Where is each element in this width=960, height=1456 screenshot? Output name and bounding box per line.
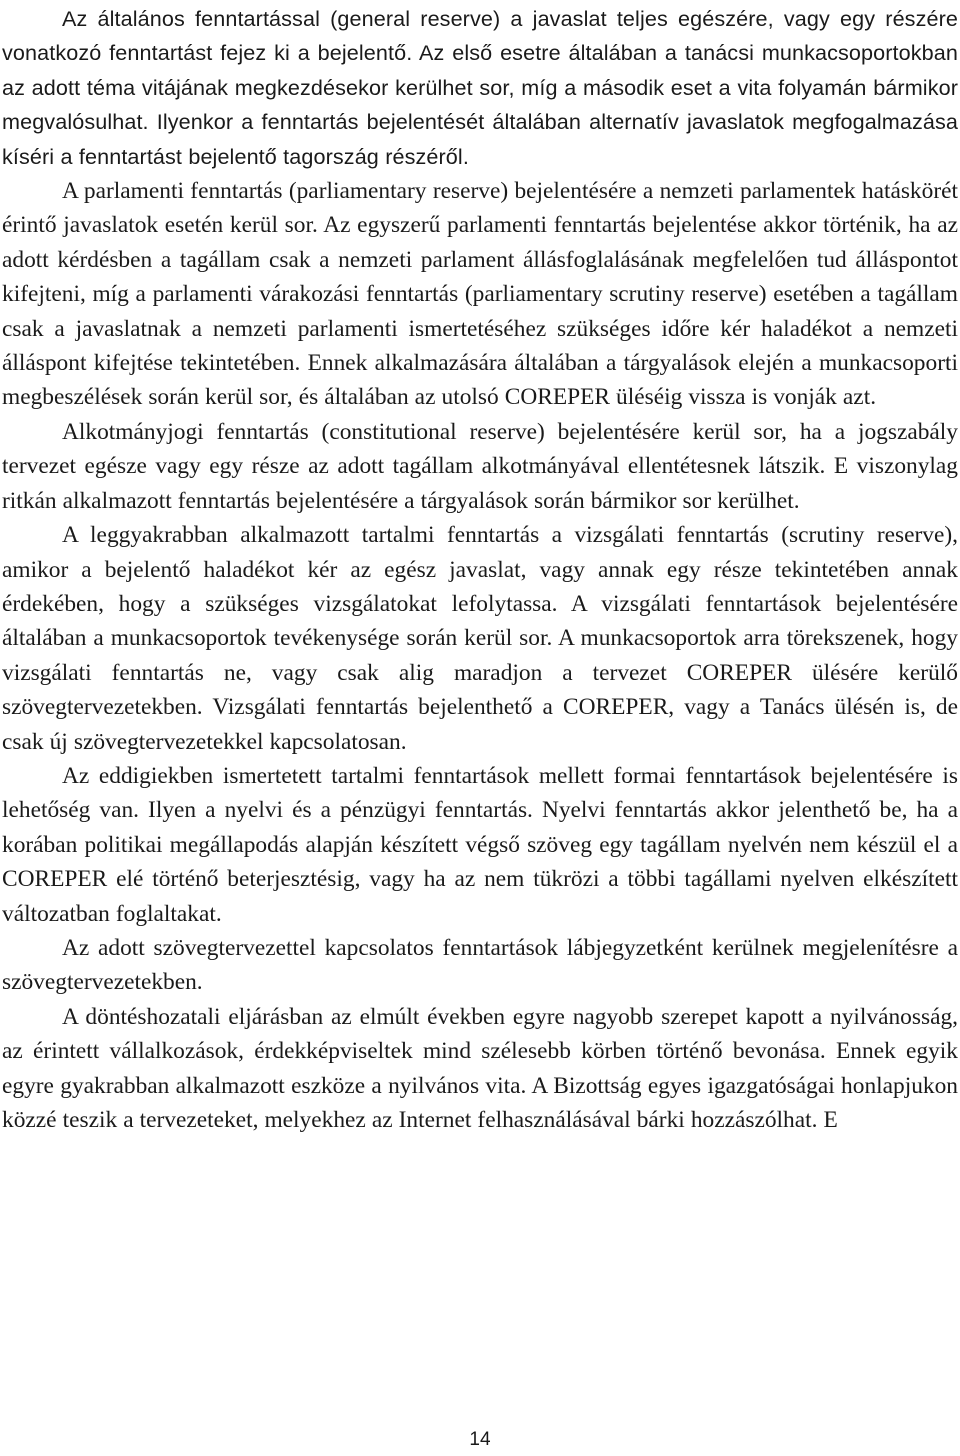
paragraph-footnote-reserves: Az adott szövegtervezettel kapcsolatos fenntartások lábjegyzetként kerülnek megjelenítésre a szövegtervezetekben. [2, 934, 958, 996]
paragraph-parliamentary-reserve: A parlamenti fenntartás (parliamentary reserve) bejelentésére a nemzeti parlamentek hatáskörét érintő javaslatok esetén kerül sor. Az egyszerű parlamenti fenntartás bejelentése akkor történik, ha az adott kérdésben a tagállam csak a nemzeti parlament állásfoglalásának megfelelően tud álláspontot kifejteni, míg a parlamenti várakozási fenntartás (parliamentary scrutiny reserve) esetében a tagállam csak a javaslatnak a nemzeti parlamenti ismertetéséhez szükséges időre kér haladékot a nemzeti álláspont kifejtése tekintetében. Ennek alkalmazására általában a tárgyalások elején a munkacsoporti megbeszélések során kerül sor, és általában az utolsó COREPER üléséig vissza is vonják azt. [2, 178, 958, 411]
page-number: 14 [469, 1429, 491, 1450]
document-body [2, 2, 958, 1137]
paragraph-general-reserve: Az általános fenntartással (general reserve) a javaslat teljes egészére, vagy egy részére vonatkozó fenntartást fejez ki a bejelentő. Az első esetre általában a tanácsi munkacsoportokban az adott téma vitájának megkezdésekor kerülhet sor, míg a második eset a vita folyamán bármikor megvalósulhat. Ilyenkor a fenntartás bejelentését általában alternatív javaslatok megfogalmazása kíséri a fenntartást bejelentő tagország részéről. [2, 6, 958, 169]
paragraph-formal-reserves: Az eddigiekben ismertetett tartalmi fenntartások mellett formai fenntartások bejelentésére is lehetőség van. Ilyen a nyelvi és a pénzügyi fenntartás. Nyelvi fenntartás akkor jelenthető be, ha a korában politikai megállapodás alapján készített végső szöveg egy tagállam nyelvén nem készül el a COREPER elé történő beterjesztésig, vagy ha az nem tükrözi a többi tagállami nyelven elkészített változatban foglaltakat. [2, 762, 958, 927]
paragraph-constitutional-reserve: Alkotmányjogi fenntartás (constitutional reserve) bejelentésére kerül sor, ha a jogszabály tervezet egésze vagy egy része az adott tagállam alkotmányával ellentétesnek látszik. E viszonylag ritkán alkalmazott fenntartás bejelentésére a tárgyalások során bármikor sor kerülhet. [2, 418, 958, 514]
paragraph-scrutiny-reserve: A leggyakrabban alkalmazott tartalmi fenntartás a vizsgálati fenntartás (scrutiny reserve), amikor a bejelentő haladékot kér az egész javaslat, vagy annak egy része tekintetében annak érdekében, hogy a szükséges vizsgálatokat lefolytassa. A vizsgálati fenntartások bejelentésére általában a munkacsoportok tevékenysége során kerül sor. A munkacsoportok arra törekszenek, hogy vizsgálati fenntartás ne, vagy csak alig maradjon a tervezet COREPER ülésére kerülő szövegtervezetekben. Vizsgálati fenntartás bejelenthető a COREPER, vagy a Tanács ülésén is, de csak új szövegtervezetekkel kapcsolatosan. [2, 522, 958, 755]
paragraph-public-consultation: A döntéshozatali eljárásban az elmúlt években egyre nagyobb szerepet kapott a nyilvánosság, az érintett vállalkozások, érdekképviseltek mind szélesebb körben történő bevonása. Ennek egyik egyre gyakrabban alkalmazott eszköze a nyilvános vita. A Bizottság egyes igazgatóságai honlapjukon közzé teszik a tervezeteket, melyekhez az Internet felhasználásával bárki hozzászólhat. E [2, 1003, 958, 1133]
